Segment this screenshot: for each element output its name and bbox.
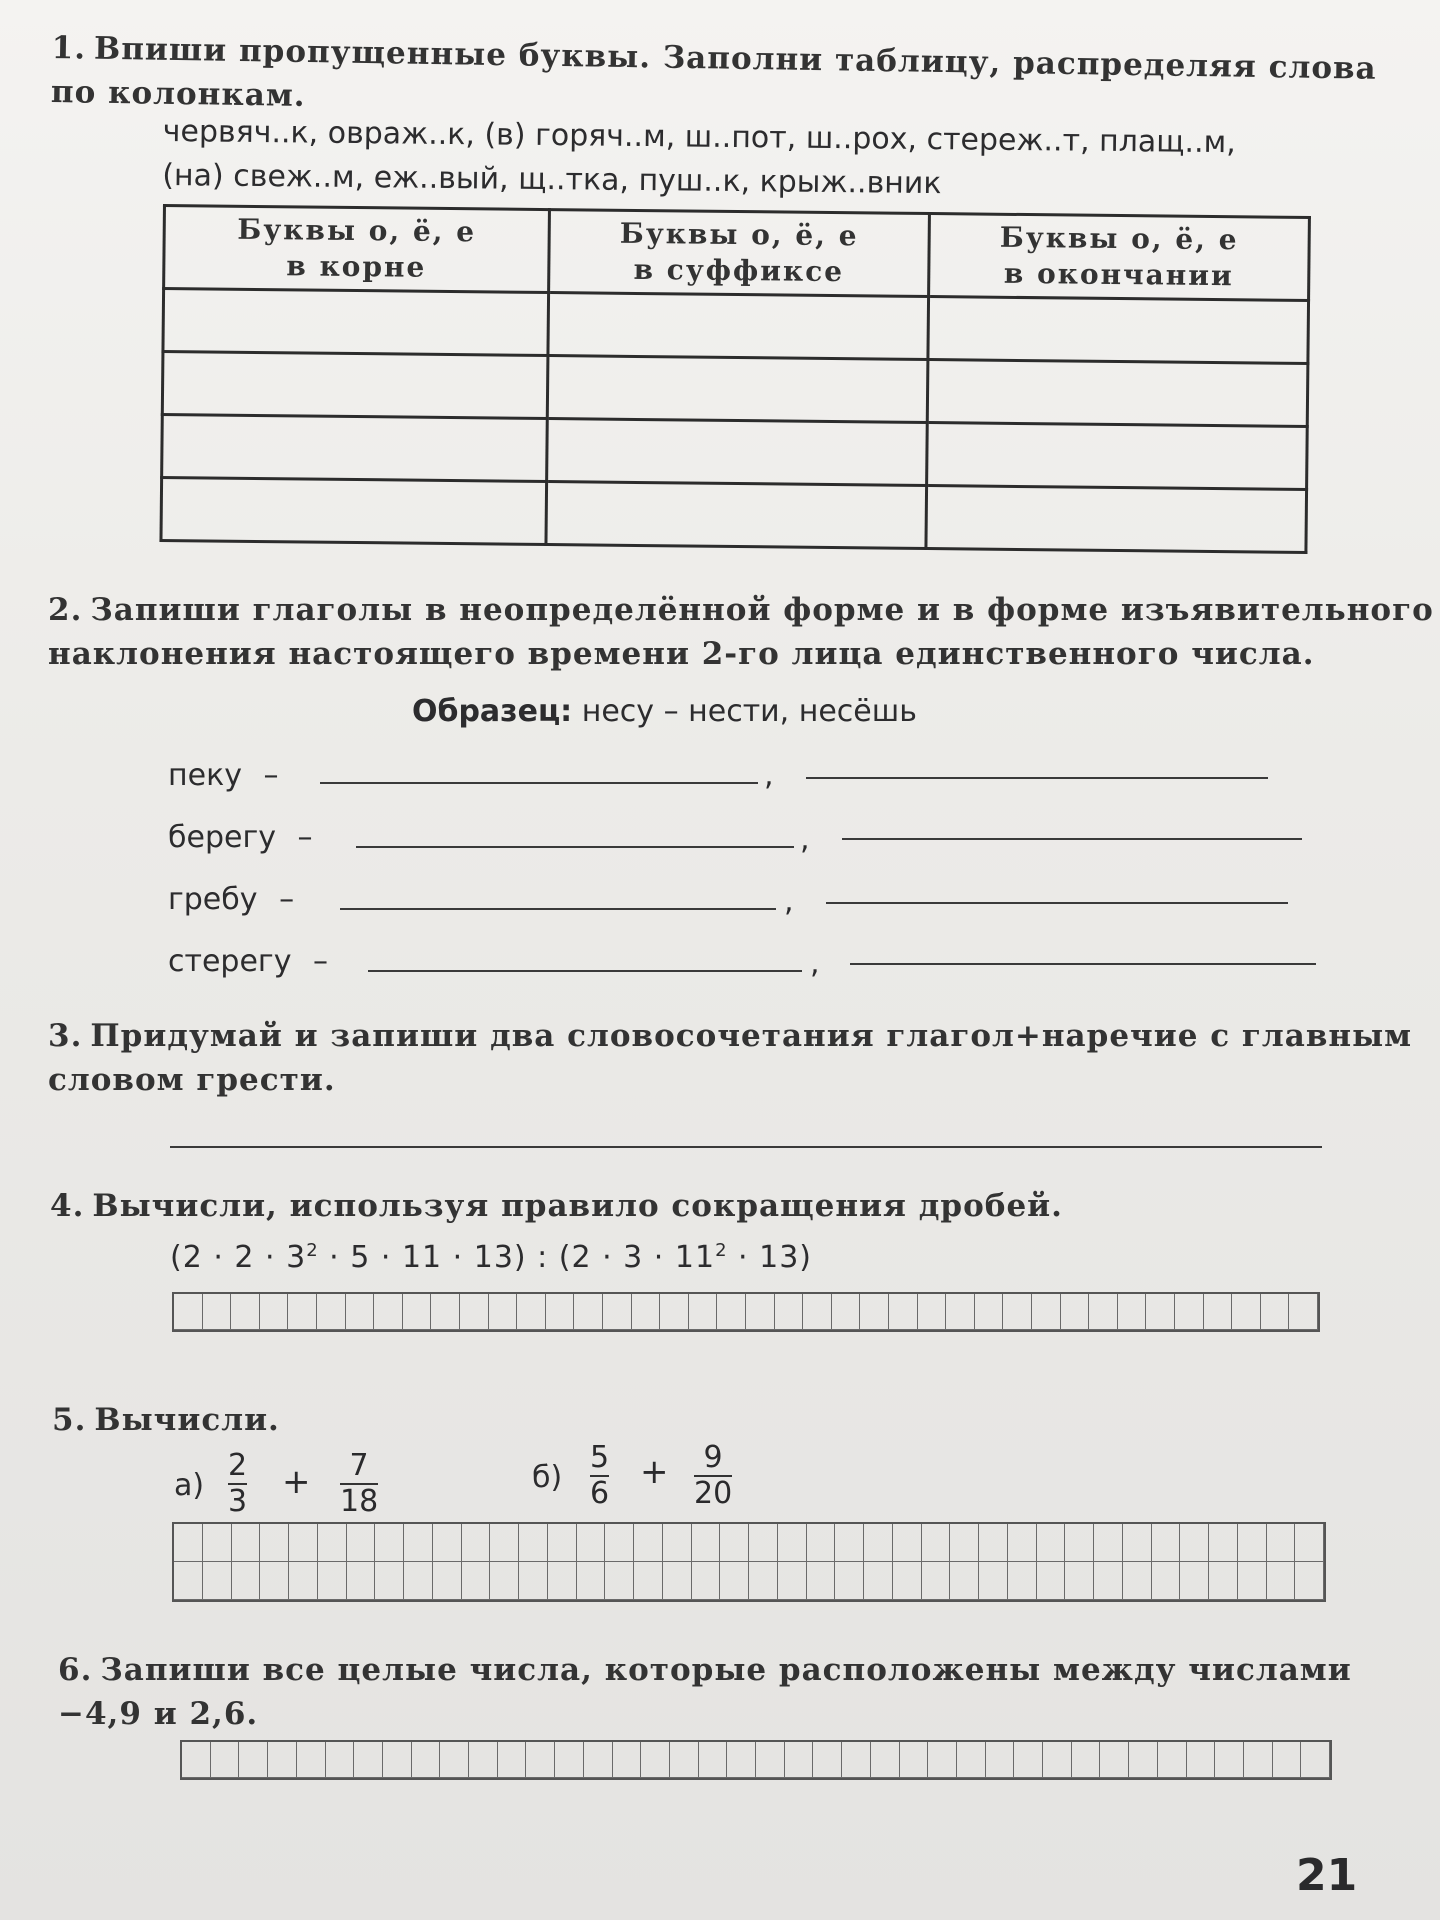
grid-cell[interactable] xyxy=(317,1294,346,1330)
fraction: 7 18 xyxy=(340,1448,379,1519)
grid-cell[interactable] xyxy=(289,1562,318,1600)
grid-cell[interactable] xyxy=(268,1742,297,1778)
answer-line-present[interactable] xyxy=(806,777,1268,779)
grid-cell[interactable] xyxy=(1014,1742,1043,1778)
grid-cell[interactable] xyxy=(1301,1742,1330,1778)
grid-cell[interactable] xyxy=(1238,1562,1267,1600)
task1-table xyxy=(159,204,1310,554)
task3-answer-line[interactable] xyxy=(170,1146,1322,1148)
grid-cell[interactable] xyxy=(1065,1524,1094,1562)
task6-number: 6. xyxy=(58,1652,93,1688)
answer-comma: , xyxy=(800,822,810,857)
task5-a-label: а) xyxy=(174,1468,205,1503)
grid-cell[interactable] xyxy=(692,1562,721,1600)
grid-cell[interactable] xyxy=(347,1524,376,1562)
grid-cell[interactable] xyxy=(689,1294,718,1330)
grid-cell[interactable] xyxy=(404,1562,433,1600)
expr-part: · 13) xyxy=(727,1240,813,1275)
grid-cell[interactable] xyxy=(374,1294,403,1330)
grid-cell[interactable] xyxy=(1003,1294,1032,1330)
grid-cell[interactable] xyxy=(232,1524,261,1562)
grid-cell[interactable] xyxy=(946,1294,975,1330)
grid-cell[interactable] xyxy=(1209,1524,1238,1562)
grid-cell[interactable] xyxy=(663,1524,692,1562)
fraction: 5 6 xyxy=(590,1440,610,1511)
grid-cell[interactable] xyxy=(900,1742,929,1778)
grid-cell[interactable] xyxy=(778,1562,807,1600)
grid-cell[interactable] xyxy=(1129,1742,1158,1778)
grid-cell[interactable] xyxy=(1204,1294,1233,1330)
grid-cell[interactable] xyxy=(231,1294,260,1330)
grid-cell[interactable] xyxy=(1187,1742,1216,1778)
grid-cell[interactable] xyxy=(807,1562,836,1600)
grid-cell[interactable] xyxy=(632,1294,661,1330)
grid-cell[interactable] xyxy=(864,1524,893,1562)
task1-text-line2: по колонкам. xyxy=(50,73,306,114)
task3-number: 3. xyxy=(48,1018,83,1054)
grid-cell[interactable] xyxy=(605,1562,634,1600)
grid-cell[interactable] xyxy=(660,1294,689,1330)
sample-label: Образец: xyxy=(412,694,573,729)
grid-cell[interactable] xyxy=(699,1742,728,1778)
grid-cell[interactable] xyxy=(1008,1524,1037,1562)
grid-cell[interactable] xyxy=(440,1742,469,1778)
grid-cell[interactable] xyxy=(1152,1562,1181,1600)
fraction: 9 20 xyxy=(694,1440,733,1511)
fraction: 2 3 xyxy=(228,1448,248,1519)
grid-cell[interactable] xyxy=(326,1742,355,1778)
table-cell[interactable] xyxy=(162,352,548,419)
grid-cell[interactable] xyxy=(922,1524,951,1562)
grid-cell[interactable] xyxy=(605,1524,634,1562)
grid-cell[interactable] xyxy=(574,1294,603,1330)
task1-text-line1: Впиши пропущенные буквы. Заполни таблицу, распределяя слова xyxy=(93,30,1377,87)
grid-cell[interactable] xyxy=(1061,1294,1090,1330)
verb-row-4 xyxy=(168,944,328,979)
grid-cell[interactable] xyxy=(979,1524,1008,1562)
grid-cell[interactable] xyxy=(603,1294,632,1330)
verb-label: берегу xyxy=(168,820,276,855)
grid-cell[interactable] xyxy=(860,1294,889,1330)
plus-sign: + xyxy=(282,1462,311,1502)
task1-word-list xyxy=(162,110,1236,209)
task6-text-line2: −4,9 и 2,6. xyxy=(58,1696,259,1732)
grid-cell[interactable] xyxy=(1180,1524,1209,1562)
grid-cell[interactable] xyxy=(613,1742,642,1778)
table-row xyxy=(162,415,1308,490)
verb-label: пеку xyxy=(168,758,242,793)
grid-cell[interactable] xyxy=(1008,1562,1037,1600)
grid-cell[interactable] xyxy=(893,1524,922,1562)
answer-comma: , xyxy=(810,946,820,981)
table-header-suffix: Буквы о, ё, е в суффиксе xyxy=(549,210,930,297)
grid-cell[interactable] xyxy=(1037,1562,1066,1600)
grid-cell[interactable] xyxy=(1238,1524,1267,1562)
task5-text: Вычисли. xyxy=(94,1402,280,1438)
grid-cell[interactable] xyxy=(1065,1562,1094,1600)
grid-cell[interactable] xyxy=(842,1742,871,1778)
grid-cell[interactable] xyxy=(918,1294,947,1330)
grid-cell[interactable] xyxy=(346,1294,375,1330)
grid-cell[interactable] xyxy=(1043,1742,1072,1778)
grid-cell[interactable] xyxy=(239,1742,268,1778)
grid-cell[interactable] xyxy=(1158,1742,1187,1778)
grid-cell[interactable] xyxy=(1295,1562,1324,1600)
task1-number: 1. xyxy=(51,29,87,67)
table-cell[interactable] xyxy=(161,478,547,545)
grid-cell[interactable] xyxy=(889,1294,918,1330)
task5-prompt xyxy=(52,1398,280,1442)
grid-cell[interactable] xyxy=(260,1562,289,1600)
table-row xyxy=(163,289,1309,364)
grid-cell[interactable] xyxy=(717,1294,746,1330)
answer-line-present[interactable] xyxy=(826,902,1288,904)
grid-cell[interactable] xyxy=(864,1562,893,1600)
expr-part: · 5 · 11 · 13) : (2 · 3 · 11 xyxy=(318,1240,716,1275)
grid-cell[interactable] xyxy=(950,1562,979,1600)
grid-cell[interactable] xyxy=(260,1294,289,1330)
grid-cell[interactable] xyxy=(1267,1562,1296,1600)
grid-cell[interactable] xyxy=(1289,1294,1318,1330)
task3-text-line2: словом xyxy=(48,1062,185,1098)
grid-cell[interactable] xyxy=(785,1742,814,1778)
grid-cell[interactable] xyxy=(986,1742,1015,1778)
verb-row-3 xyxy=(168,882,294,917)
table-cell[interactable] xyxy=(927,360,1308,427)
grid-cell[interactable] xyxy=(670,1742,699,1778)
grid-cell[interactable] xyxy=(584,1742,613,1778)
answer-comma: , xyxy=(764,758,774,793)
plus-sign: + xyxy=(640,1452,669,1492)
table-cell[interactable] xyxy=(548,293,929,360)
expr-exponent: 2 xyxy=(306,1240,319,1261)
grid-cell[interactable] xyxy=(517,1294,546,1330)
table-cell[interactable] xyxy=(547,419,928,486)
grid-cell[interactable] xyxy=(871,1742,900,1778)
grid-cell[interactable] xyxy=(1146,1294,1175,1330)
grid-cell[interactable] xyxy=(832,1294,861,1330)
task5-answer-grid[interactable] xyxy=(172,1522,1326,1602)
grid-cell[interactable] xyxy=(1100,1742,1129,1778)
grid-cell[interactable] xyxy=(1244,1742,1273,1778)
task4-prompt xyxy=(50,1184,1063,1228)
grid-cell[interactable] xyxy=(433,1562,462,1600)
grid-cell[interactable] xyxy=(1123,1562,1152,1600)
task3-text-line2-bold: грести. xyxy=(196,1062,336,1098)
task5-b-label: б) xyxy=(532,1460,563,1495)
task3-prompt xyxy=(48,1014,1412,1102)
verb-row-2 xyxy=(168,820,313,855)
grid-cell[interactable] xyxy=(1032,1294,1061,1330)
grid-cell[interactable] xyxy=(526,1742,555,1778)
grid-cell[interactable] xyxy=(1037,1524,1066,1562)
grid-cell[interactable] xyxy=(232,1562,261,1600)
grid-cell[interactable] xyxy=(318,1524,347,1562)
grid-cell[interactable] xyxy=(756,1742,785,1778)
grid-cell[interactable] xyxy=(746,1294,775,1330)
table-cell[interactable] xyxy=(927,423,1308,490)
grid-cell[interactable] xyxy=(260,1524,289,1562)
table-cell[interactable] xyxy=(546,482,927,549)
grid-cell[interactable] xyxy=(288,1294,317,1330)
grid-cell[interactable] xyxy=(431,1294,460,1330)
answer-line-infinitive[interactable] xyxy=(368,970,802,972)
task3-text-bold: глагол+наречие xyxy=(886,1018,1199,1054)
grid-cell[interactable] xyxy=(1261,1294,1290,1330)
grid-cell[interactable] xyxy=(1175,1294,1204,1330)
grid-cell[interactable] xyxy=(555,1742,584,1778)
table-row xyxy=(162,352,1308,427)
grid-cell[interactable] xyxy=(498,1742,527,1778)
grid-cell[interactable] xyxy=(641,1742,670,1778)
grid-cell[interactable] xyxy=(203,1294,232,1330)
grid-cell[interactable] xyxy=(375,1524,404,1562)
grid-cell[interactable] xyxy=(318,1562,347,1600)
task4-number: 4. xyxy=(50,1188,85,1224)
table-header-row xyxy=(164,206,1310,301)
grid-cell[interactable] xyxy=(577,1562,606,1600)
grid-cell[interactable] xyxy=(835,1524,864,1562)
expr-part: (2 · 2 · 3 xyxy=(170,1240,307,1275)
grid-cell[interactable] xyxy=(404,1524,433,1562)
grid-cell[interactable] xyxy=(979,1562,1008,1600)
verb-dash: – xyxy=(279,882,295,917)
task2-text-line1: Запиши глаголы в неопределённой форме и в форме изъявительного xyxy=(90,592,1434,628)
grid-cell[interactable] xyxy=(182,1742,211,1778)
grid-cell[interactable] xyxy=(383,1742,412,1778)
task6-prompt xyxy=(58,1648,1352,1736)
grid-cell[interactable] xyxy=(778,1524,807,1562)
task2-number: 2. xyxy=(48,592,83,628)
grid-cell[interactable] xyxy=(1089,1294,1118,1330)
task5-number: 5. xyxy=(52,1402,87,1438)
task4-expression xyxy=(170,1240,812,1275)
grid-cell[interactable] xyxy=(893,1562,922,1600)
answer-line-infinitive[interactable] xyxy=(356,846,794,848)
grid-cell[interactable] xyxy=(835,1562,864,1600)
grid-cell[interactable] xyxy=(462,1562,491,1600)
grid-cell[interactable] xyxy=(489,1294,518,1330)
grid-cell[interactable] xyxy=(548,1524,577,1562)
grid-cell[interactable] xyxy=(347,1562,376,1600)
task3-text-a: Придумай и запиши два словосочетания xyxy=(90,1018,875,1054)
grid-cell[interactable] xyxy=(727,1742,756,1778)
grid-cell[interactable] xyxy=(663,1562,692,1600)
table-row xyxy=(161,478,1307,553)
grid-cell[interactable] xyxy=(412,1742,441,1778)
grid-cell[interactable] xyxy=(1273,1742,1302,1778)
grid-cell[interactable] xyxy=(490,1562,519,1600)
grid-cell[interactable] xyxy=(1267,1524,1296,1562)
grid-cell[interactable] xyxy=(211,1742,240,1778)
sample-text: несу – нести, несёшь xyxy=(581,694,917,729)
task6-answer-grid[interactable] xyxy=(180,1740,1332,1780)
grid-cell[interactable] xyxy=(928,1742,957,1778)
grid-cell[interactable] xyxy=(174,1294,203,1330)
grid-cell[interactable] xyxy=(634,1562,663,1600)
grid-cell[interactable] xyxy=(289,1524,318,1562)
grid-cell[interactable] xyxy=(174,1524,203,1562)
task2-prompt xyxy=(48,588,1434,676)
grid-cell[interactable] xyxy=(519,1524,548,1562)
grid-cell[interactable] xyxy=(775,1294,804,1330)
grid-cell[interactable] xyxy=(1180,1562,1209,1600)
verb-label: стерегу xyxy=(168,944,292,979)
answer-line-infinitive[interactable] xyxy=(320,782,758,784)
grid-cell[interactable] xyxy=(749,1562,778,1600)
grid-cell[interactable] xyxy=(354,1742,383,1778)
grid-cell[interactable] xyxy=(1295,1524,1324,1562)
grid-cell[interactable] xyxy=(546,1294,575,1330)
grid-cell[interactable] xyxy=(462,1524,491,1562)
grid-cell[interactable] xyxy=(577,1524,606,1562)
answer-line-infinitive[interactable] xyxy=(340,908,776,910)
grid-cell[interactable] xyxy=(813,1742,842,1778)
verb-label: гребу xyxy=(168,882,258,917)
task4-answer-grid[interactable] xyxy=(172,1292,1320,1332)
task1-words-line1: червяч..к, овраж..к, (в) горяч..м, ш..пот, ш..рох, стереж..т, плащ..м, xyxy=(162,113,1236,161)
grid-cell[interactable] xyxy=(548,1562,577,1600)
grid-cell[interactable] xyxy=(460,1294,489,1330)
grid-cell[interactable] xyxy=(749,1524,778,1562)
verb-dash: – xyxy=(313,944,328,979)
task3-text-b: с главным xyxy=(1210,1018,1413,1054)
grid-cell[interactable] xyxy=(1209,1562,1238,1600)
grid-cell[interactable] xyxy=(807,1524,836,1562)
table-cell[interactable] xyxy=(162,415,548,482)
task4-text: Вычисли, используя правило сокращения дробей. xyxy=(92,1188,1063,1224)
grid-cell[interactable] xyxy=(174,1562,203,1600)
verb-row-1 xyxy=(168,758,279,793)
answer-comma: , xyxy=(784,884,794,919)
grid-cell[interactable] xyxy=(203,1524,232,1562)
grid-cell[interactable] xyxy=(1118,1294,1147,1330)
grid-cell[interactable] xyxy=(433,1524,462,1562)
grid-cell[interactable] xyxy=(720,1562,749,1600)
task2-sample xyxy=(412,694,917,729)
page-number: 21 xyxy=(1296,1850,1358,1901)
grid-cell[interactable] xyxy=(1094,1524,1123,1562)
grid-cell[interactable] xyxy=(1152,1524,1181,1562)
task2-text-line2: наклонения настоящего времени 2-го лица единственного числа. xyxy=(48,636,1315,672)
grid-cell[interactable] xyxy=(519,1562,548,1600)
grid-cell[interactable] xyxy=(634,1524,663,1562)
grid-cell[interactable] xyxy=(957,1742,986,1778)
table-cell[interactable] xyxy=(163,289,549,356)
grid-cell[interactable] xyxy=(375,1562,404,1600)
task1-words-line2: (на) свеж..м, еж..вый, щ..тка, пуш..к, крыж..вник xyxy=(162,157,942,202)
grid-cell[interactable] xyxy=(950,1524,979,1562)
task6-text-line1: Запиши все целые числа, которые расположены между числами xyxy=(100,1652,1352,1688)
table-cell[interactable] xyxy=(926,486,1307,553)
expr-exponent: 2 xyxy=(715,1240,728,1261)
table-cell[interactable] xyxy=(928,297,1309,364)
grid-cell[interactable] xyxy=(1123,1524,1152,1562)
grid-cell[interactable] xyxy=(922,1562,951,1600)
answer-line-present[interactable] xyxy=(850,963,1316,965)
grid-cell[interactable] xyxy=(490,1524,519,1562)
grid-cell[interactable] xyxy=(469,1742,498,1778)
table-header-root: Буквы о, ё, е в корне xyxy=(164,206,550,293)
table-header-ending: Буквы о, ё, е в окончании xyxy=(929,214,1310,301)
grid-cell[interactable] xyxy=(1232,1294,1261,1330)
grid-cell[interactable] xyxy=(975,1294,1004,1330)
grid-cell[interactable] xyxy=(692,1524,721,1562)
grid-cell[interactable] xyxy=(403,1294,432,1330)
table-cell[interactable] xyxy=(547,356,928,423)
verb-dash: – xyxy=(297,820,313,855)
verb-dash: – xyxy=(263,758,279,793)
grid-cell[interactable] xyxy=(1072,1742,1101,1778)
grid-cell[interactable] xyxy=(297,1742,326,1778)
grid-cell[interactable] xyxy=(1094,1562,1123,1600)
grid-cell[interactable] xyxy=(203,1562,232,1600)
grid-cell[interactable] xyxy=(803,1294,832,1330)
grid-cell[interactable] xyxy=(1215,1742,1244,1778)
answer-line-present[interactable] xyxy=(842,838,1302,840)
grid-cell[interactable] xyxy=(720,1524,749,1562)
